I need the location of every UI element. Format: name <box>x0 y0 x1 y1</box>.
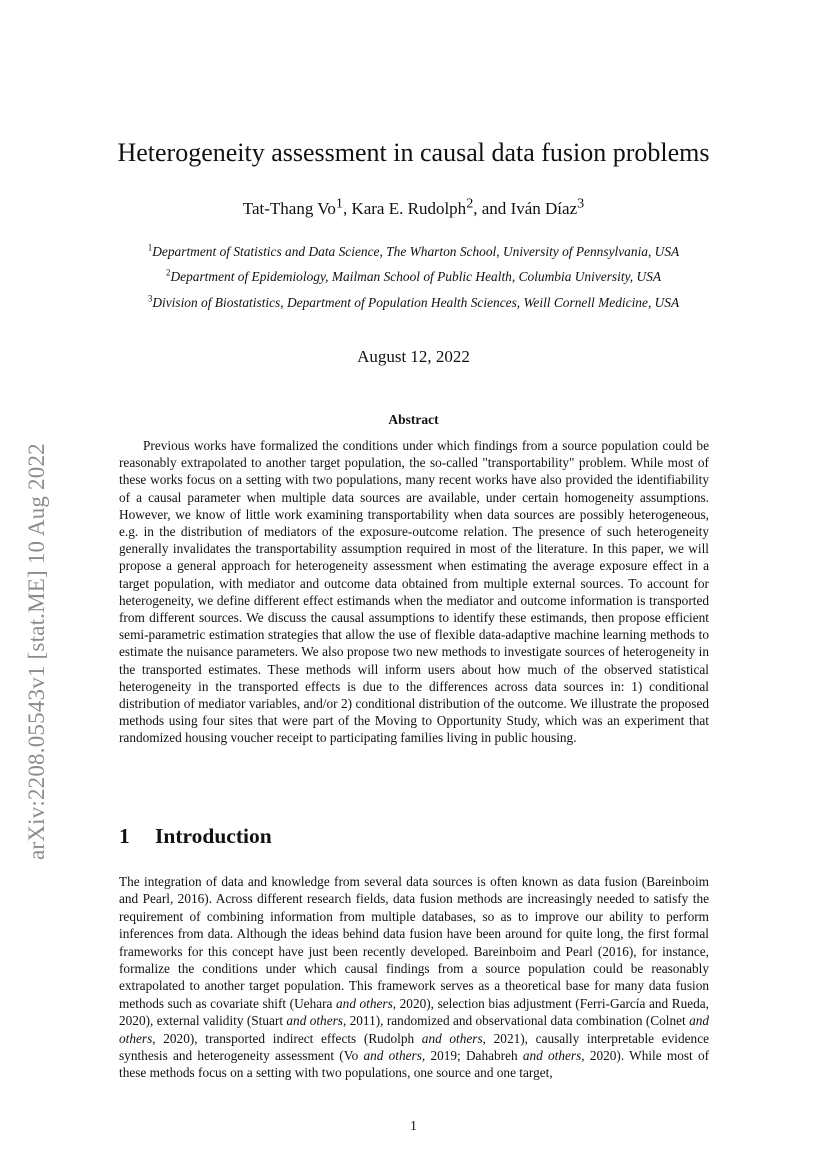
abstract-heading: Abstract <box>388 412 439 427</box>
affiliation-mark: 3 <box>147 293 153 304</box>
author-name: Tat-Thang Vo <box>242 199 336 218</box>
affiliation-text: Division of Biostatistics, Department of Population Health Sciences, Weill Cornell Medicine, USA <box>152 295 680 310</box>
author-affiliation-mark: 3 <box>577 195 585 212</box>
affiliation-mark: 1 <box>147 242 153 253</box>
author-affiliation-mark: 1 <box>335 195 343 212</box>
affiliation-mark: 2 <box>165 267 171 278</box>
intro-text-run: , 2021), causally interpretable evidence synthesis and heterogeneity assessment (Vo <box>119 1030 710 1064</box>
intro-text-run: , 2020), transported indirect effects (Rudolph <box>152 1030 422 1046</box>
affiliation-text: Department of Statistics and Data Science, The Wharton School, University of Pennsylvania, USA <box>152 244 680 259</box>
intro-text-run: The integration of data and knowledge from several data sources is often known as data fusion (Bareinboim and Pearl, 2016). Across different research fields, data fusion methods are increasingly needed to satisfy the requirement of combining information from multiple databases, so as to improve our ability to perform inferences from data. Although the ideas behind data fusion have been around for quite long, the first formal frameworks for this concept have just been recently developed. Bareinboim and Pearl (2016), for instance, formalize the conditions under which causal findings from a source population could be reasonably extrapolated to another target population. This framework serves as a theoretical base for many data fusion methods such as covariate shift (Uehara <box>119 874 709 1011</box>
intro-text-run: , 2011), randomized and observational data combination (Colnet <box>342 1013 690 1029</box>
author-list <box>0 195 827 219</box>
page-number: 1 <box>410 1118 417 1133</box>
introduction-paragraph <box>119 873 709 1082</box>
intro-text-run: , 2019; Dahabreh <box>421 1048 523 1064</box>
author-name: Iván Díaz <box>510 199 578 218</box>
citation-et-al: and others <box>522 1048 582 1064</box>
intro-text-run: , 2020), selection bias adjustment (Ferri-García and Rueda, 2020), external validity (Stuart <box>119 995 709 1029</box>
author-affiliation-mark: 2 <box>466 195 474 212</box>
section-heading <box>119 824 272 849</box>
citation-et-al: and others <box>336 995 393 1011</box>
citation-et-al: and others <box>363 1048 422 1064</box>
publication-date: August 12, 2022 <box>357 347 470 366</box>
affiliation-1 <box>0 244 827 260</box>
author-separator: , and <box>473 199 511 218</box>
citation-et-al: and others <box>421 1030 483 1046</box>
author-separator: , <box>342 199 352 218</box>
section-title: Introduction <box>155 824 272 848</box>
arxiv-identifier-stamp: arXiv:2208.05543v1 [stat.ME] 10 Aug 2022 <box>24 443 49 860</box>
citation-et-al: and others <box>286 1013 343 1029</box>
affiliation-text: Department of Epidemiology, Mailman School of Public Health, Columbia University, USA <box>170 269 662 284</box>
section-number: 1 <box>119 824 130 848</box>
author-name: Kara E. Rudolph <box>351 199 467 218</box>
paper-title: Heterogeneity assessment in causal data fusion problems <box>117 138 710 167</box>
citation-et-al: and others <box>119 1013 710 1046</box>
abstract-body: Previous works have formalized the conditions under which findings from a source population could be reasonably extrapolated to another target population, the so-called "transportability" problem. While most of these works focus on a setting with two populations, many recent works have also provided the identifiability of a causal parameter when multiple data sources are available, under certain homogeneity assumptions. However, we know of little work examining transportability when data sources are possibly heterogeneous, e.g. in the distribution of mediators of the exposure-outcome relation. The presence of such heterogeneity generally invalidates the transportability assumption required in most of the literature. In this paper, we will propose a general approach for heterogeneity assessment when estimating the average exposure effect in a target population, with mediator and outcome data obtained from multiple external sources. To account for heterogeneity, we define different effect estimands when the mediator and outcome information is transported from different sources. We discuss the causal assumptions to identify these estimands, then propose efficient semi-parametric estimation strategies that allow the use of flexible data-adaptive machine learning methods to estimate the nuisance parameters. We also propose two new methods to investigate sources of heterogeneity in the transported estimates. These methods will inform users about how much of the observed statistical heterogeneity in the transported effects is due to the differences across data sources in: 1) conditional distribution of mediator variables, and/or 2) conditional distribution of the outcome. We illustrate the proposed methods using four sites that were part of the Moving to Opportunity Study, which was an experiment that randomized housing voucher receipt to participating families living in public housing. <box>119 438 709 746</box>
affiliation-3 <box>0 295 827 311</box>
intro-text-run: , 2020). While most of these methods focus on a setting with two populations, one source and one target, <box>119 1048 710 1081</box>
affiliation-2 <box>0 269 827 285</box>
